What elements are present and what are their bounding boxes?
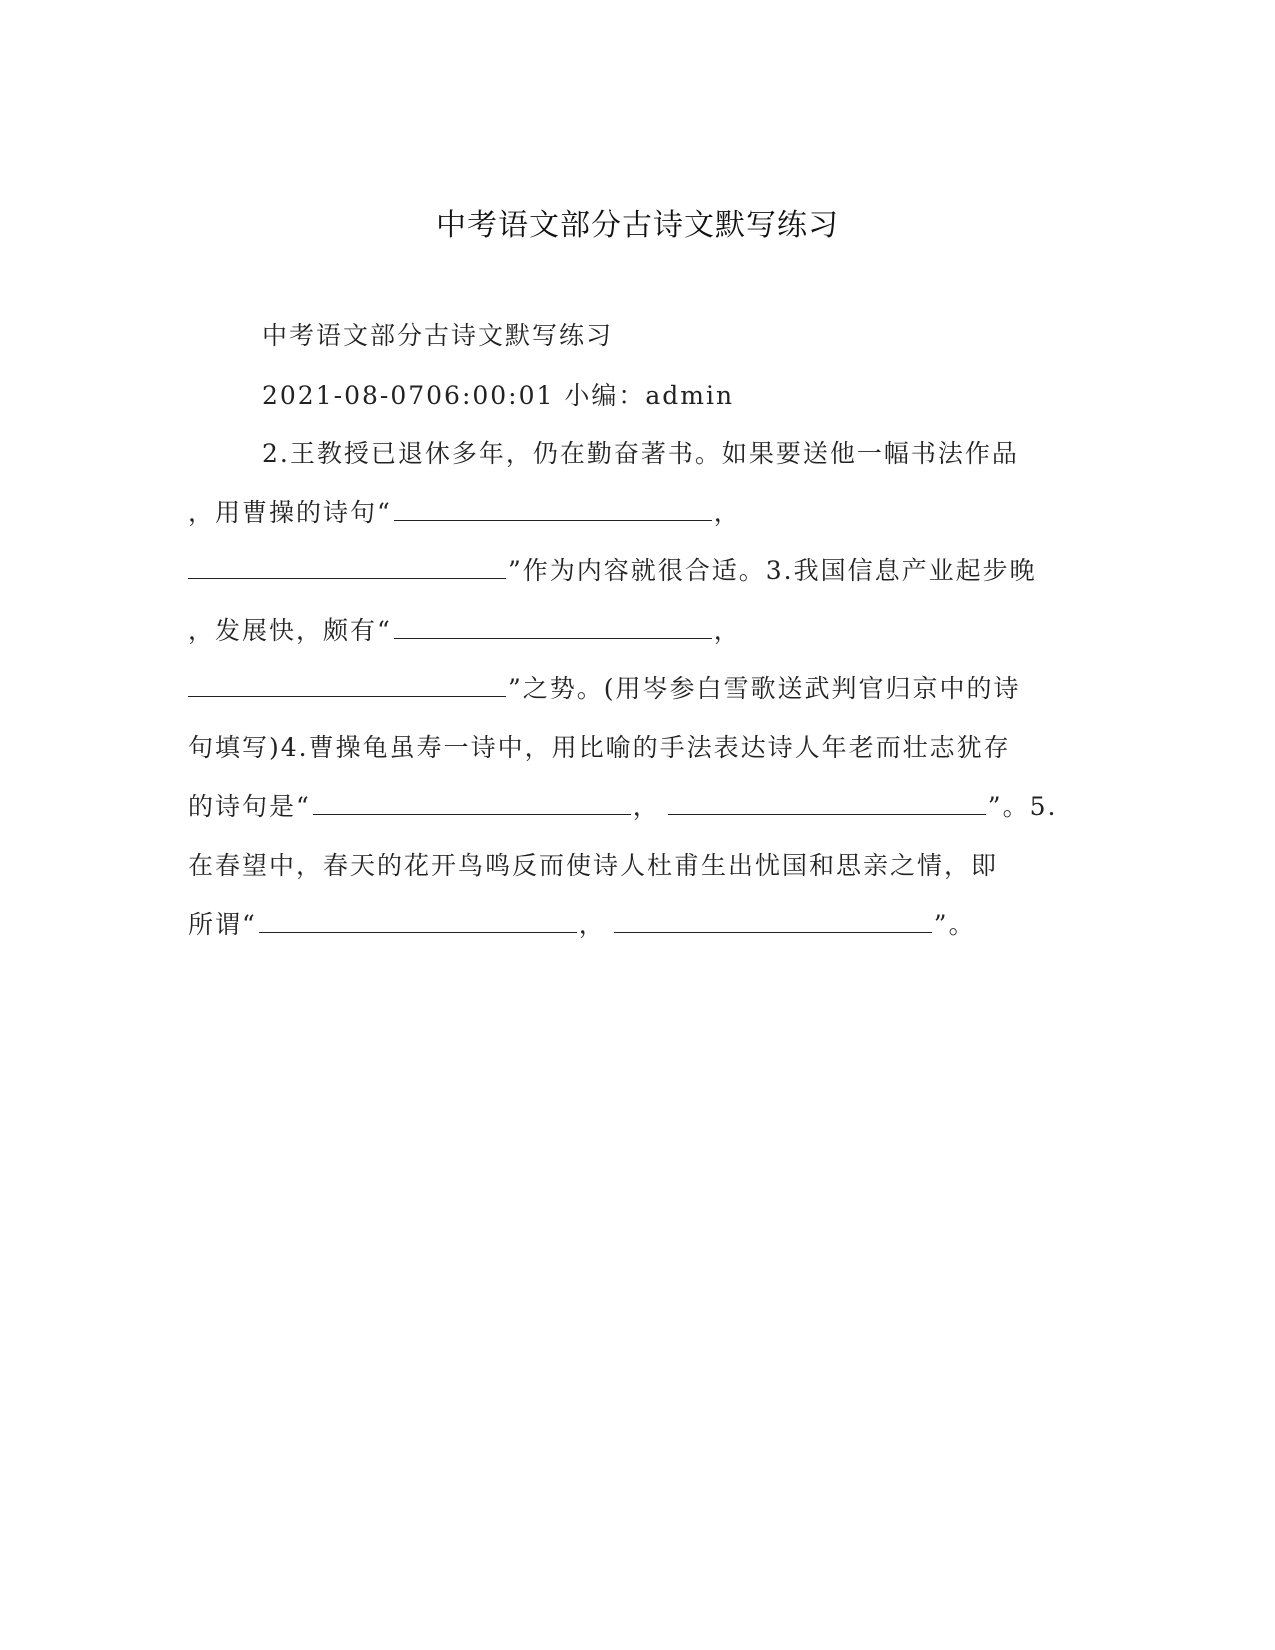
- line-text: ，发展快，颇有“: [188, 616, 392, 645]
- line-text: ”。5.: [987, 792, 1058, 821]
- date-author-line: 2021-08-0706:00:01 小编：admin: [262, 381, 735, 410]
- paragraph-line: 句填写)4.曹操龟虽寿一诗中，用比喻的手法表达诗人年老而壮志犹存: [188, 733, 1011, 762]
- line-text: ，: [578, 910, 606, 939]
- line-text: ，: [632, 792, 660, 821]
- document-title: 中考语文部分古诗文默写练习: [436, 208, 839, 243]
- line-text: 的诗句是“: [188, 792, 311, 821]
- answer-blank[interactable]: [188, 670, 506, 697]
- line-text: ，: [713, 498, 741, 527]
- paragraph-line: [188, 612, 1088, 649]
- line-text: ，用曹操的诗句“: [188, 498, 392, 527]
- line-text: ”作为内容就很合适。3.我国信息产业起步晚: [508, 556, 1037, 585]
- answer-blank[interactable]: [188, 552, 506, 579]
- line-text: ”之势。(用岑参白雪歌送武判官归京中的诗: [508, 674, 1021, 703]
- answer-blank[interactable]: [614, 906, 932, 933]
- answer-blank[interactable]: [668, 788, 986, 815]
- answer-blank[interactable]: [313, 788, 631, 815]
- paragraph-line: 2.王教授已退休多年，仍在勤奋著书。如果要送他一幅书法作品: [262, 439, 1019, 468]
- paragraph-line: [188, 552, 1088, 589]
- answer-blank[interactable]: [394, 494, 712, 521]
- line-text: 所谓“: [188, 910, 257, 939]
- paragraph-line: [188, 494, 1088, 531]
- paragraph-line: [188, 906, 1088, 943]
- subtitle-line: 中考语文部分古诗文默写练习: [262, 321, 614, 350]
- paragraph-line: 在春望中，春天的花开鸟鸣反而使诗人杜甫生出忧国和思亲之情，即: [188, 851, 999, 880]
- paragraph-line: [188, 670, 1088, 707]
- paragraph-line: [188, 788, 1088, 825]
- line-text: ”。: [933, 910, 976, 939]
- line-text: ，: [713, 616, 741, 645]
- answer-blank[interactable]: [259, 906, 577, 933]
- answer-blank[interactable]: [394, 612, 712, 639]
